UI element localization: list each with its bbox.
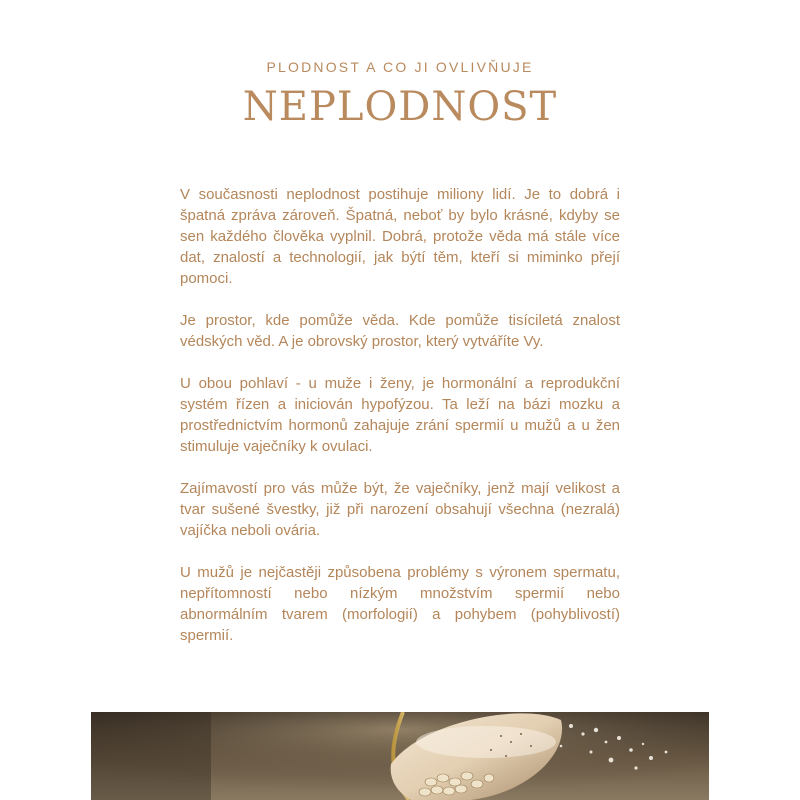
hero-image: [91, 712, 709, 800]
paragraph-4: Zajímavostí pro vás může být, že vaječníky, jenž mají velikost a tvar sušené švestky, již při narození obsahují všechna (nezralá) vajíčka neboli ovária.: [180, 480, 620, 539]
bowl-with-seeds-photo: [91, 712, 709, 800]
page-title: NEPLODNOST: [242, 84, 558, 130]
paragraph-3: U obou pohlaví - u muže i ženy, je hormonální a reprodukční systém řízen a iniciován hypofýzou. Ta leží na bázi mozku a prostřednictvím hormonů zahajuje zrání spermií u mužů a u žen stimuluje vaječníky k ovulaci.: [180, 375, 620, 455]
paragraph-5: U mužů je nejčastěji způsobena problémy s výronem spermatu, nepřítomností nebo nízkým množstvím spermií nebo abnormálním tvarem (morfologií) a pohybem (pohyblivostí) spermií.: [180, 564, 620, 644]
paragraph-2: Je prostor, kde pomůže věda. Kde pomůže tisíciletá znalost védských věd. A je obrovský prostor, který vytváříte Vy.: [180, 312, 620, 350]
article-body: [180, 184, 620, 667]
paragraph-1: V současnosti neplodnost postihuje miliony lidí. Je to dobrá i špatná zpráva zároveň. Špatná, neboť by bylo krásné, kdyby se sen každého člověka vyplnil. Dobrá, protože věda má stále více dat, znalostí a technologií, jak býtí těm, kteří si miminko přejí pomoci.: [180, 186, 620, 287]
section-kicker: PLODNOST A CO JI OVLIVŇUJE: [266, 59, 534, 75]
